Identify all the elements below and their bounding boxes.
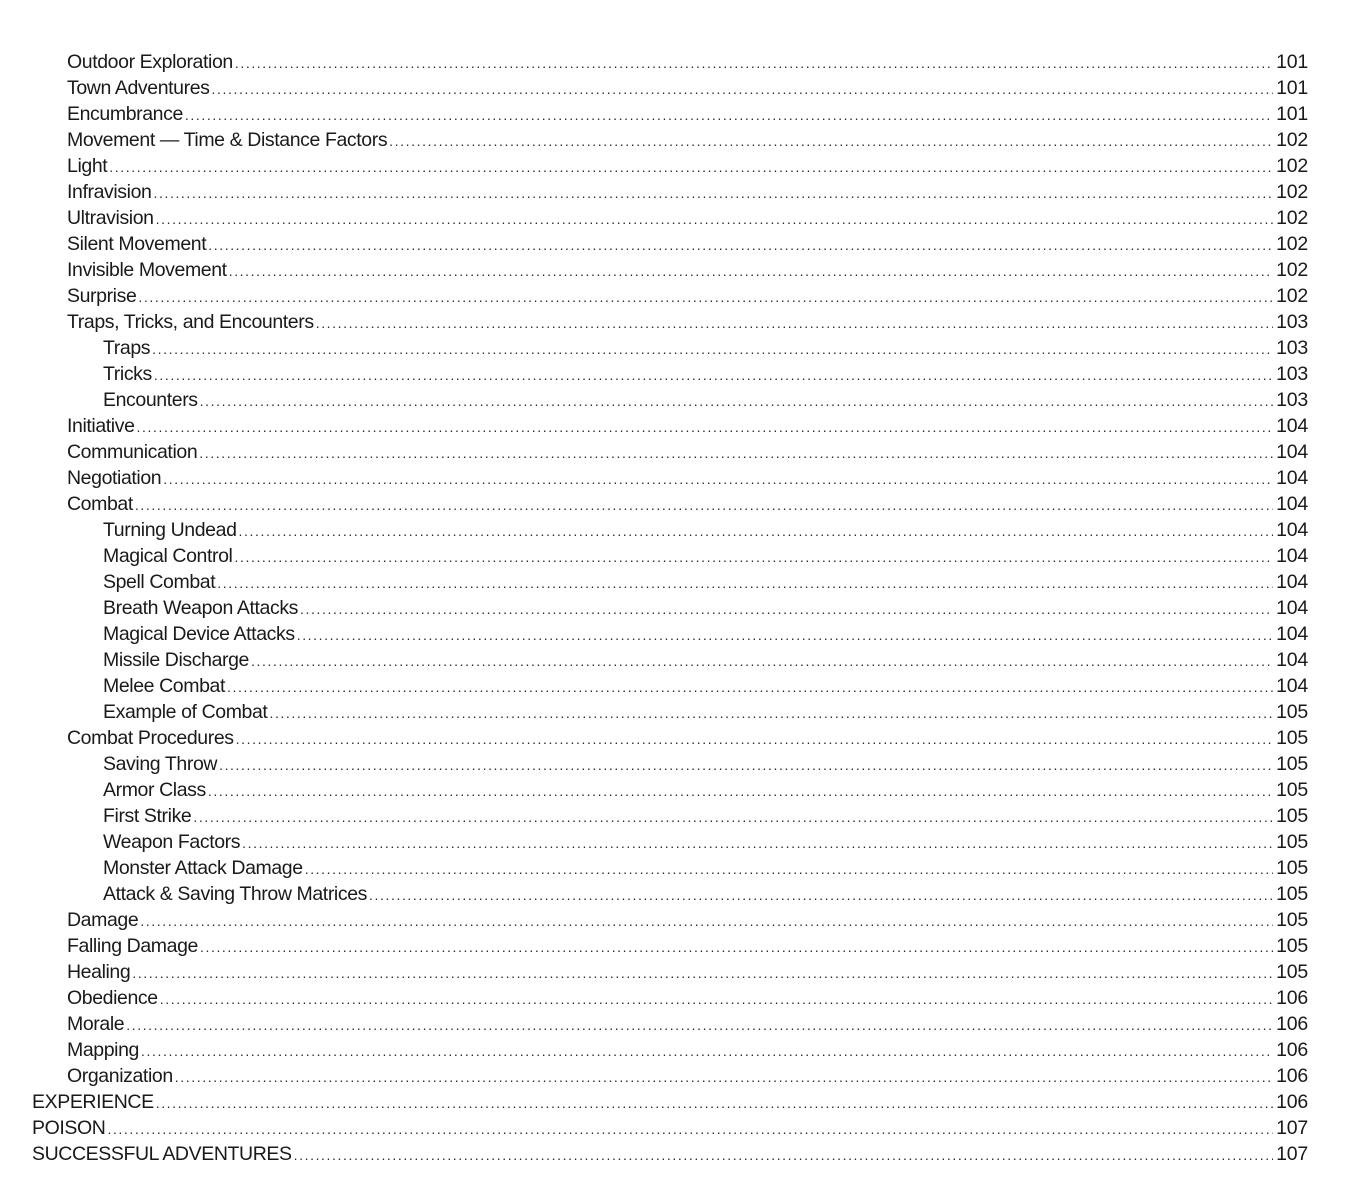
toc-entry-title: Combat Procedures [67,727,234,749]
toc-entry-page-number: 104 [1276,441,1308,463]
toc-entry-title: Armor Class [103,779,206,801]
toc-entry-page-number: 105 [1276,831,1308,853]
toc-entry-title: Outdoor Exploration [67,51,233,73]
toc-entry-page-number: 106 [1276,1065,1308,1087]
toc-entry-page-number: 106 [1276,1039,1308,1061]
dot-leader [135,496,1273,515]
dot-leader [208,236,1273,255]
toc-entry [0,1113,1364,1139]
toc-entry-page-number: 101 [1276,77,1308,99]
dot-leader [200,392,1273,411]
toc-entry [0,333,1364,359]
toc-entry [0,853,1364,879]
toc-entry-title: Attack & Saving Throw Matrices [103,883,367,905]
toc-entry-page-number: 103 [1276,389,1308,411]
toc-entry-page-number: 105 [1276,857,1308,879]
toc-entry-title: POISON [32,1117,106,1139]
toc-entry-page-number: 101 [1276,51,1308,73]
toc-entry-title: Weapon Factors [103,831,241,853]
dot-leader [200,938,1273,957]
toc-entry [0,593,1364,619]
toc-entry [0,1087,1364,1113]
toc-entry [0,385,1364,411]
toc-entry [0,775,1364,801]
dot-leader [251,652,1273,671]
toc-entry [0,47,1364,73]
toc-entry [0,307,1364,333]
toc-entry [0,463,1364,489]
toc-entry-title: Obedience [67,987,158,1009]
toc-entry-title: Magical Device Attacks [103,623,295,645]
dot-leader [193,808,1273,827]
toc-entry-page-number: 106 [1276,1091,1308,1113]
dot-leader [153,184,1273,203]
toc-entry [0,1139,1364,1165]
dot-leader [389,132,1273,151]
toc-entry [0,827,1364,853]
dot-leader [229,262,1273,281]
toc-entry-title: Tricks [103,363,152,385]
toc-entry-page-number: 105 [1276,727,1308,749]
toc-entry-title: Mapping [67,1039,140,1061]
toc-entry-title: Organization [67,1065,173,1087]
dot-leader [160,990,1273,1009]
toc-entry-page-number: 103 [1276,337,1308,359]
toc-entry-page-number: 105 [1276,753,1308,775]
dot-leader [154,366,1273,385]
toc-entry-title: Encumbrance [67,103,183,125]
toc-entry-page-number: 104 [1276,597,1308,619]
dot-leader [239,522,1274,541]
dot-leader [156,210,1273,229]
dot-leader [297,626,1273,645]
dot-leader [217,574,1273,593]
toc-entry-page-number: 105 [1276,883,1308,905]
toc-entry-title: Healing [67,961,131,983]
toc-entry-title: Damage [67,909,139,931]
toc-entry-page-number: 104 [1276,649,1308,671]
toc-entry-title: Turning Undead [103,519,237,541]
toc-entry-title: Initiative [67,415,135,437]
toc-entry-title: Silent Movement [67,233,207,255]
dot-leader [300,600,1273,619]
toc-entry [0,73,1364,99]
toc-entry-title: Spell Combat [103,571,216,593]
toc-entry-page-number: 101 [1276,103,1308,125]
toc-entry [0,203,1364,229]
toc-entry-page-number: 102 [1276,233,1308,255]
dot-leader [234,548,1273,567]
toc-entry [0,619,1364,645]
toc-entry-title: SUCCESSFUL ADVENTURES [32,1143,292,1165]
toc-entry [0,749,1364,775]
toc-entry-page-number: 102 [1276,181,1308,203]
toc-entry [0,1009,1364,1035]
toc-entry [0,411,1364,437]
toc-entry-title: Breath Weapon Attacks [103,597,299,619]
table-of-contents [0,47,1364,1165]
dot-leader [137,418,1274,437]
toc-entry-title: Magical Control [103,545,233,567]
toc-entry-title: Infravision [67,181,152,203]
toc-entry [0,645,1364,671]
toc-entry [0,99,1364,125]
toc-entry-title: Light [67,155,108,177]
dot-leader [109,158,1273,177]
dot-leader [126,1016,1273,1035]
dot-leader [140,912,1273,931]
toc-entry [0,801,1364,827]
toc-entry [0,1035,1364,1061]
toc-entry-page-number: 102 [1276,207,1308,229]
toc-entry [0,437,1364,463]
toc-entry [0,905,1364,931]
toc-entry-title: Ultravision [67,207,154,229]
dot-leader [152,340,1273,359]
dot-leader [141,1042,1273,1061]
dot-leader [235,54,1273,73]
toc-entry [0,879,1364,905]
dot-leader [163,470,1273,489]
dot-leader [305,860,1273,879]
toc-entry-page-number: 105 [1276,935,1308,957]
toc-entry-page-number: 103 [1276,363,1308,385]
dot-leader [185,106,1273,125]
toc-entry [0,723,1364,749]
toc-entry [0,671,1364,697]
toc-entry-title: Movement — Time & Distance Factors [67,129,388,151]
toc-entry-title: Morale [67,1013,125,1035]
toc-entry [0,229,1364,255]
dot-leader [175,1068,1273,1087]
dot-leader [138,288,1273,307]
toc-entry-page-number: 102 [1276,129,1308,151]
toc-entry-page-number: 107 [1276,1117,1308,1139]
toc-entry-page-number: 103 [1276,311,1308,333]
dot-leader [269,704,1273,723]
toc-entry [0,489,1364,515]
dot-leader [227,678,1273,697]
dot-leader [219,756,1273,775]
dot-leader [208,782,1273,801]
toc-entry-title: Invisible Movement [67,259,227,281]
dot-leader [369,886,1273,905]
toc-entry-title: Negotiation [67,467,162,489]
toc-entry-page-number: 104 [1276,675,1308,697]
toc-entry-title: Example of Combat [103,701,268,723]
toc-entry-title: Communication [67,441,198,463]
toc-entry [0,255,1364,281]
toc-entry [0,541,1364,567]
toc-entry [0,281,1364,307]
toc-entry-title: Traps, Tricks, and Encounters [67,311,314,333]
dot-leader [107,1120,1273,1139]
toc-entry-page-number: 104 [1276,519,1308,541]
toc-entry-page-number: 104 [1276,571,1308,593]
toc-entry-title: Encounters [103,389,198,411]
toc-entry [0,931,1364,957]
dot-leader [156,1094,1273,1113]
toc-entry-page-number: 104 [1276,545,1308,567]
toc-entry [0,125,1364,151]
dot-leader [132,964,1273,983]
toc-entry-page-number: 104 [1276,415,1308,437]
toc-entry-title: First Strike [103,805,192,827]
dot-leader [242,834,1273,853]
toc-entry-page-number: 104 [1276,467,1308,489]
toc-entry-page-number: 106 [1276,1013,1308,1035]
dot-leader [236,730,1273,749]
toc-entry [0,697,1364,723]
toc-entry-page-number: 105 [1276,909,1308,931]
toc-entry-title: Surprise [67,285,137,307]
toc-entry-title: Combat [67,493,133,515]
toc-entry [0,957,1364,983]
toc-entry [0,515,1364,541]
dot-leader [212,80,1274,99]
toc-entry-page-number: 105 [1276,779,1308,801]
toc-entry-title: EXPERIENCE [32,1091,154,1113]
toc-entry-page-number: 104 [1276,623,1308,645]
dot-leader [294,1146,1273,1165]
toc-entry-title: Missile Discharge [103,649,249,671]
toc-entry [0,983,1364,1009]
toc-entry-page-number: 105 [1276,961,1308,983]
toc-entry [0,1061,1364,1087]
dot-leader [199,444,1273,463]
toc-entry-page-number: 107 [1276,1143,1308,1165]
toc-entry-page-number: 106 [1276,987,1308,1009]
toc-entry-page-number: 104 [1276,493,1308,515]
toc-entry-page-number: 102 [1276,155,1308,177]
toc-entry-title: Traps [103,337,151,359]
toc-entry-title: Melee Combat [103,675,226,697]
toc-entry-title: Monster Attack Damage [103,857,303,879]
toc-entry-page-number: 102 [1276,259,1308,281]
toc-entry-page-number: 102 [1276,285,1308,307]
toc-entry-title: Town Adventures [67,77,210,99]
toc-entry [0,151,1364,177]
toc-entry [0,177,1364,203]
toc-entry [0,567,1364,593]
toc-entry [0,359,1364,385]
dot-leader [316,314,1273,333]
toc-entry-title: Saving Throw [103,753,218,775]
toc-entry-title: Falling Damage [67,935,198,957]
toc-entry-page-number: 105 [1276,805,1308,827]
toc-entry-page-number: 105 [1276,701,1308,723]
